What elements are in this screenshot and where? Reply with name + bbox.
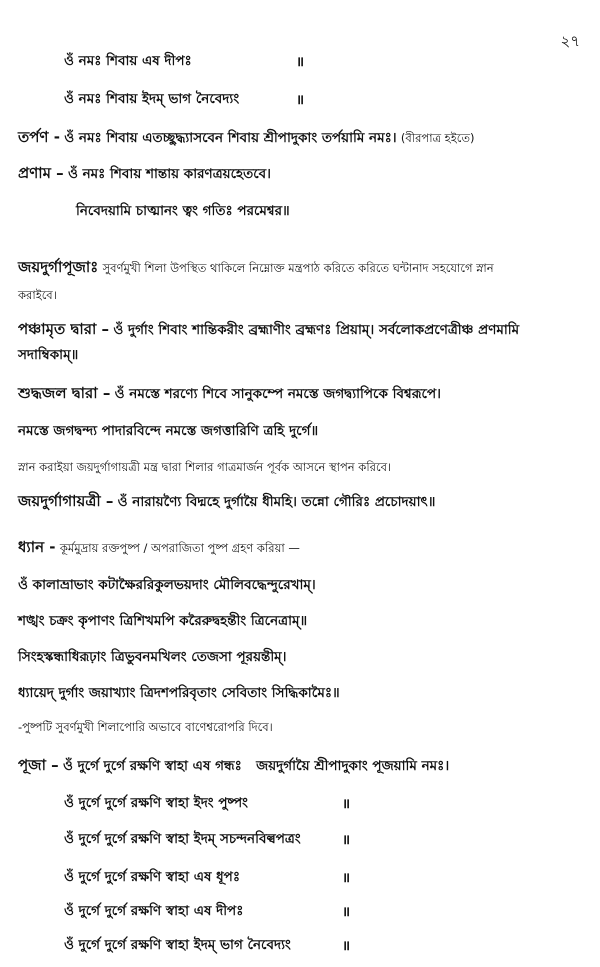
puja-label: পূজা –	[18, 756, 59, 774]
puja-item-1: ওঁ দুর্গে দুর্গে রক্ষণি স্বাহা ইদং পুষ্পং	[64, 795, 248, 811]
dhyan-verse-3: সিংহস্কন্ধাধিরূঢ়াং ত্রিভুবনমখিলং তেজসা পূরয়ন্তীম্।	[18, 649, 287, 665]
page-number: ২৭	[560, 32, 580, 50]
danda-mark: ॥	[342, 870, 351, 886]
dhyan-label: ধ্যান -	[18, 538, 56, 556]
jaydurga-text: সুবর্ণমুখী শিলা উপস্থিত থাকিলে নিম্নোক্ত মন্ত্রপাঠ করিতে করিতে ঘন্টানাদ সহযোগে স্নান	[102, 261, 494, 275]
danda-mark: ॥	[296, 54, 305, 70]
danda-mark: ॥	[342, 904, 351, 920]
pranam-line-2: নিবেদয়ামি চাত্মানং ত্বং গতিঃ পরমেশ্বর॥	[76, 203, 290, 219]
tarpan-label: তর্পণ -	[18, 128, 60, 146]
shuddhajal-label: শুদ্ধজল দ্বারা –	[18, 384, 111, 402]
dhyan-verse-2: শঙ্খং চক্রং কৃপাণং ত্রিশিখমপি করৈরুদ্বহন্তীং ত্রিনেত্রাম্॥	[18, 613, 308, 629]
puja-item-3: ওঁ দুর্গে দুর্গে রক্ষণি স্বাহা এষ ধূপঃ	[64, 869, 241, 885]
dhyan-verse-4: ধ্যায়েদ্ দুর্গাং জয়াখ্যাং ত্রিদশপরিবৃতাং সেবিতাং সিদ্ধিকামৈঃ॥	[18, 685, 340, 701]
panchamrit-line-2: সদাম্বিকাম্॥	[18, 347, 79, 363]
dhyan-text: কূর্মমুদ্রায় রক্তপুষ্প / অপরাজিতা পুষ্প গ্রহণ করিয়া —	[59, 541, 300, 555]
danda-mark: ॥	[342, 832, 351, 848]
gayatri-label: জয়দুর্গাগায়ত্রী –	[18, 492, 114, 510]
mantra-line-2: ওঁ নমঃ শিবায় ইদম্ ভাগ নৈবেদ্যং	[64, 91, 240, 107]
shuddhajal-line-2: নমস্তে জগদ্বন্দ্য পাদারবিন্দে নমস্তে জগত্তারিণি ত্রহি দুর্গে॥	[18, 423, 319, 439]
pushpa-note: -পুষ্পটি সুবর্ণমুখী শিলাপোরি অভাবে বাণেশ্বরোপরি দিবে।	[18, 720, 273, 734]
tarpan-line	[18, 128, 474, 147]
dhyan-line	[18, 538, 300, 557]
panchamrit-line	[18, 320, 519, 339]
puja-item-4: ওঁ দুর্গে দুর্গে রক্ষণি স্বাহা এষ দীপঃ	[64, 903, 244, 919]
tarpan-text: ওঁ নমঃ শিবায় এতচ্ছুদ্ধ্যাসবেন শিবায় শ্রীপাদুকাং তর্পয়ামি নমঃ।	[64, 130, 397, 146]
tarpan-note: (বীরপাত্র হইতে)	[400, 131, 475, 145]
snan-instruction: স্নান করাইয়া জয়দুর্গাগায়ত্রী মন্ত্র দ্বারা শিলার গাত্রমার্জন পূর্বক আসনে স্থাপন করিবে।	[18, 460, 392, 474]
puja-line	[18, 756, 449, 775]
danda-mark: ॥	[296, 92, 305, 108]
pranam-label: প্রণাম –	[18, 164, 64, 182]
mantra-line-1: ওঁ নমঃ শিবায় এষ দীপঃ	[64, 53, 192, 69]
jaydurga-label: জয়দুর্গাপূজাঃ	[18, 258, 99, 276]
shuddhajal-text: ওঁ নমস্তে শরণ্যে শিবে সানুকম্পে নমস্তে জগদ্ব্যাপিকে বিশ্বরূপে।	[114, 386, 441, 402]
shuddhajal-line	[18, 384, 441, 403]
pranam-line	[18, 164, 271, 183]
danda-mark: ॥	[342, 938, 351, 954]
jaydurga-line-2: করাইবে।	[18, 288, 57, 302]
puja-item-2: ওঁ দুর্গে দুর্গে রক্ষণি স্বাহা ইদম্ সচন্দনবিল্বপত্রং	[64, 831, 301, 847]
panchamrit-text: ওঁ দুর্গাং শিবাং শান্তিকরীং ব্রহ্মাণীং ব্রহ্মণঃ প্রিয়াম্। সর্বলোকপ্রণেত্রীঞ্চ প্রণমামি	[113, 322, 520, 338]
panchamrit-label: পঞ্চামৃত দ্বারা –	[18, 320, 110, 338]
puja-text: ওঁ দুর্গে দুর্গে রক্ষণি স্বাহা এষ গন্ধঃ	[62, 758, 242, 774]
dhyan-verse-1: ওঁ কালাভ্রাভাং কটাক্ষৈররিকুলভয়দাং মৌলিবদ্ধেন্দুরেখাম্।	[18, 577, 316, 593]
puja-item-5: ওঁ দুর্গে দুর্গে রক্ষণি স্বাহা ইদম্ ভাগ নৈবেদ্যং	[64, 937, 291, 953]
pranam-text: ওঁ নমঃ শিবায় শান্তায় কারণত্রয়হেতবে।	[67, 166, 271, 182]
jaydurga-puja-line	[18, 258, 494, 277]
gayatri-text: ওঁ নারায়ণ্যৈ বিদ্মহে দুর্গায়ৈ ধীমহি। তন্নো গৌরিঃ প্রচোদয়াৎ॥	[117, 494, 436, 510]
danda-mark: ॥	[342, 796, 351, 812]
gayatri-line	[18, 492, 435, 511]
puja-text-2: জয়দুর্গায়ৈ শ্রীপাদুকাং পূজয়ামি নমঃ।	[256, 758, 450, 774]
